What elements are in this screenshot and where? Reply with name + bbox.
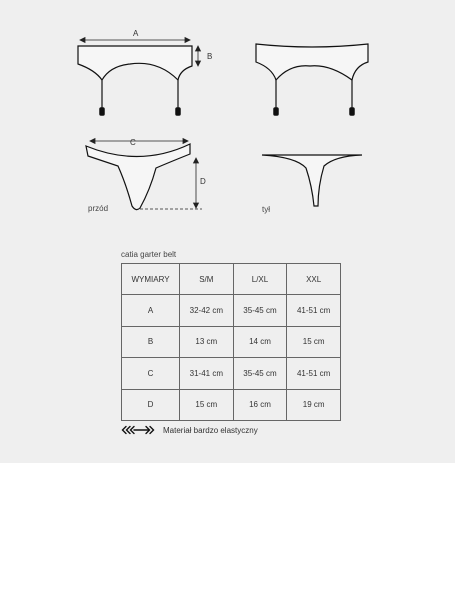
table-cell: A bbox=[122, 295, 180, 327]
table-cell: 19 cm bbox=[287, 389, 341, 421]
table-cell: 16 cm bbox=[233, 389, 287, 421]
table-cell: 13 cm bbox=[180, 326, 234, 358]
header-cell: XXL bbox=[287, 264, 341, 295]
dimension-label-a: A bbox=[133, 29, 139, 38]
table-cell: 15 cm bbox=[287, 326, 341, 358]
garter-belt-diagram bbox=[0, 0, 455, 230]
elastic-arrows-icon bbox=[121, 425, 155, 435]
elasticity-legend bbox=[121, 424, 258, 436]
table-cell: 35-45 cm bbox=[233, 358, 287, 390]
back-belt-outline bbox=[256, 44, 368, 80]
table-cell: C bbox=[122, 358, 180, 390]
header-cell: S/M bbox=[180, 264, 234, 295]
table-header-row bbox=[122, 264, 341, 295]
dimension-label-c: C bbox=[130, 138, 136, 147]
front-belt-outline bbox=[78, 46, 192, 80]
legend-text: Materiał bardzo elastyczny bbox=[163, 425, 258, 435]
size-table bbox=[121, 263, 341, 421]
table-row bbox=[122, 295, 341, 327]
table-cell: B bbox=[122, 326, 180, 358]
header-cell: WYMIARY bbox=[122, 264, 180, 295]
dimension-label-d: D bbox=[200, 177, 206, 186]
table-cell: 15 cm bbox=[180, 389, 234, 421]
table-cell: 32-42 cm bbox=[180, 295, 234, 327]
table-row bbox=[122, 326, 341, 358]
table-cell: 41-51 cm bbox=[287, 358, 341, 390]
front-caption: przód bbox=[88, 204, 109, 213]
dimension-label-b: B bbox=[207, 52, 213, 61]
header-cell: L/XL bbox=[233, 264, 287, 295]
table-row bbox=[122, 389, 341, 421]
table-cell: 35-45 cm bbox=[233, 295, 287, 327]
table-row bbox=[122, 358, 341, 390]
table-cell: 14 cm bbox=[233, 326, 287, 358]
table-cell: 31-41 cm bbox=[180, 358, 234, 390]
front-thong-outline bbox=[86, 144, 190, 210]
table-cell: 41-51 cm bbox=[287, 295, 341, 327]
table-title: catia garter belt bbox=[121, 250, 177, 259]
back-thong-outline bbox=[262, 155, 362, 206]
back-caption: tył bbox=[262, 205, 270, 214]
table-cell: D bbox=[122, 389, 180, 421]
